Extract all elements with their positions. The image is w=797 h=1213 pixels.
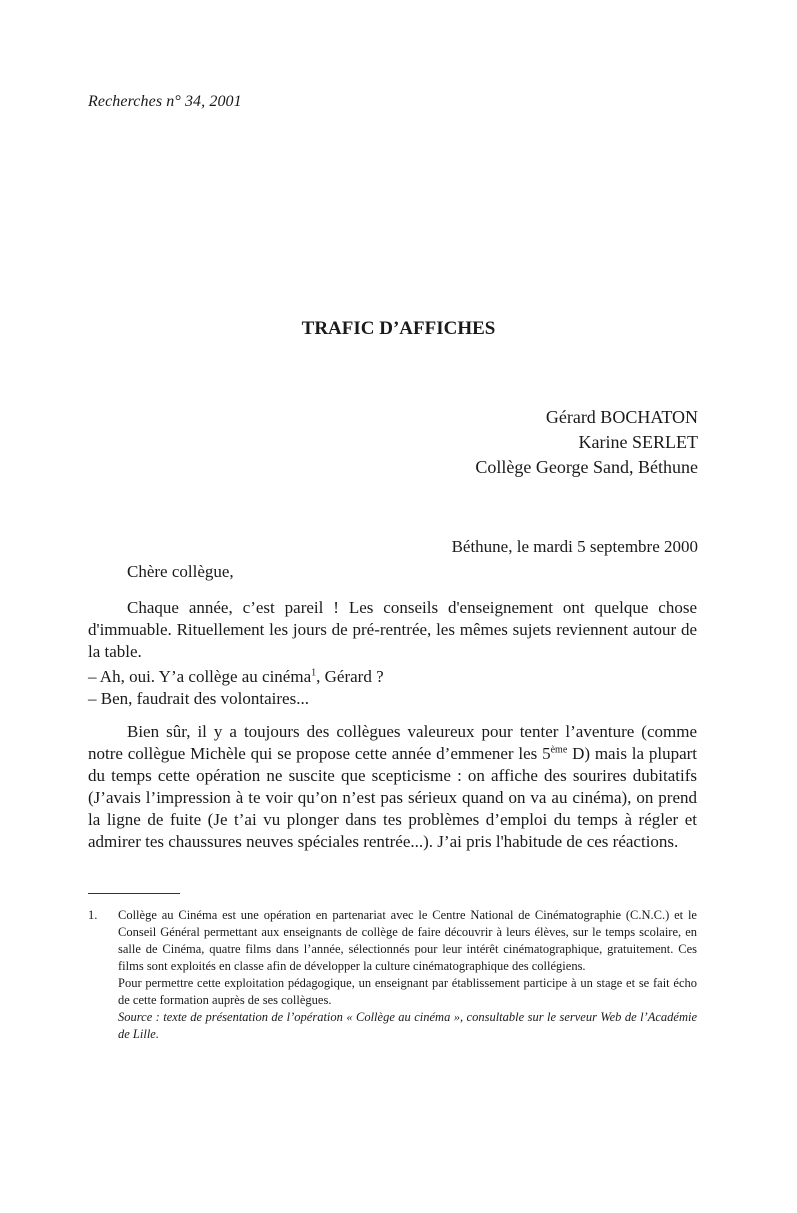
paragraph-text: D) mais la plupart du temps cette opération ne suscite que scepticisme : on affiche des sourires dubitatifs (J’avais l’impression à te voir qu’on n’est pas sérieux quand on va au cinéma), on prend la ligne de fuite (Je t’ai vu plonger dans tes problèmes d’emploi du temps à régler et admirer tes chaussures neuves spéciales rentrée...). J’ai pris l'habitude de ces réactions. xyxy=(88,744,698,851)
paragraph xyxy=(88,721,697,853)
footnote-ref[interactable]: 1 xyxy=(311,667,317,679)
author-block xyxy=(475,405,698,480)
letter-salutation: Chère collègue, xyxy=(127,562,234,581)
author-affiliation: Collège George Sand, Béthune xyxy=(475,457,698,477)
dialogue-line: – Ben, faudrait des volontaires... xyxy=(88,689,309,708)
letter-dateline: Béthune, le mardi 5 septembre 2000 xyxy=(451,537,698,556)
footnote-text: Pour permettre cette exploitation pédagogique, un enseignant par établissement participe à un stage et se fait écho de cette formation auprès de ses collègues. xyxy=(118,976,697,1007)
author-name: Karine SERLET xyxy=(578,432,698,452)
footnote-number: 1. xyxy=(88,908,98,922)
paragraph: Chaque année, c’est pareil ! Les conseils d'enseignement ont quelque chose d'immuable. Rituellement les jours de pré-rentrée, les mêmes sujets reviennent autour de la table. xyxy=(88,598,697,661)
footnote-source: Source : texte de présentation de l’opération « Collège au cinéma », consultable sur le serveur Web de l’Académie de Lille. xyxy=(118,1010,697,1041)
footnote-divider xyxy=(88,893,180,894)
dialogue-text: , Gérard ? xyxy=(316,667,384,686)
author-name: Gérard BOCHATON xyxy=(545,407,698,427)
dialogue-text: – Ah, oui. Y’a collège au cinéma xyxy=(88,667,312,686)
footnote xyxy=(88,907,697,1043)
superscript: ème xyxy=(550,744,568,756)
paragraph-text: Bien sûr, il y a toujours des collègues valeureux pour tenter l’aventure (comme notre collègue Michèle qui se propose cette année d’emmener les 5 xyxy=(88,722,697,763)
footnote-text: Collège au Cinéma est une opération en partenariat avec le Centre National de Cinématographie (C.N.C.) et le Conseil Général permettant aux enseignants de collège de faire découvrir à leurs élèves, sur le temps scolaire, en salle de Cinéma, quatre films dans l’année, sélectionnés pour leur intérêt cinématographique, gratuitement. Ces films sont exploités en classe afin de développer la culture cinématographique des collégiens. xyxy=(118,908,697,973)
article-title: TRAFIC D’AFFICHES xyxy=(301,318,496,339)
running-head: Recherches n° 34, 2001 xyxy=(88,93,242,110)
dialogue-line xyxy=(88,666,384,688)
